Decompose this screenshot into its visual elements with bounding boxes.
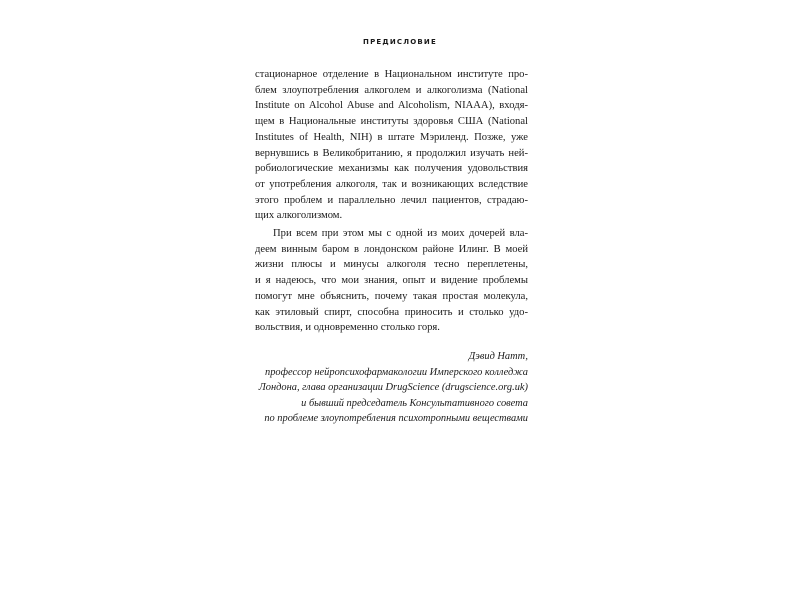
paragraph-2 xyxy=(255,226,528,336)
author-signature xyxy=(255,349,528,427)
text-line: этого проблем и параллельно лечил пациентов, страдаю- xyxy=(255,194,528,206)
author-title-line: профессор нейропсихофармакологии Имперского колледжа xyxy=(265,366,528,378)
text-line: вернувшись в Великобританию, я продолжил изучать ней- xyxy=(255,147,528,159)
text-line: вольствия, и одновременно столько горя. xyxy=(255,322,440,334)
text-line: и я надеюсь, что мои знания, опыт и видение проблемы xyxy=(255,275,528,287)
text-line: деем винным баром в лондонском районе Илинг. В моей xyxy=(255,243,528,255)
paragraph-1 xyxy=(255,67,528,224)
text-line: При всем при этом мы с одной из моих дочерей вла- xyxy=(273,228,528,240)
author-title-line: по проблеме злоупотребления психотропными веществами xyxy=(264,413,528,425)
text-line: Institute on Alcohol Abuse and Alcoholism, NIAAA), входя- xyxy=(255,100,528,112)
text-line: Institutes of Health, NIH) в штате Мэриленд. Позже, уже xyxy=(255,131,528,143)
text-line: жизни плюсы и минусы алкоголя тесно переплетены, xyxy=(255,259,528,271)
text-line: стационарное отделение в Национальном институте про- xyxy=(255,69,528,80)
body-text xyxy=(255,67,528,427)
text-line: щих алкоголизмом. xyxy=(255,210,343,222)
text-line: помогут мне объяснить, почему такая простая молекула, xyxy=(255,290,528,302)
running-head: ПРЕДИСЛОВИЕ xyxy=(363,38,437,46)
author-title-line: Лондона, глава организации DrugScience (drugscience.org.uk) xyxy=(258,382,528,394)
text-line: как этиловый спирт, способна приносить и столько удо- xyxy=(255,306,528,318)
text-line: блем злоупотребления алкоголем и алкоголизма (National xyxy=(255,84,528,96)
text-line: щем в Национальные институты здоровья США (National xyxy=(255,116,528,128)
text-line: робиологические механизмы как получения удовольствия xyxy=(255,163,528,175)
text-line: от употребления алкоголя, так и возникающих вследствие xyxy=(255,178,528,190)
author-title-line: и бывший председатель Консультативного совета xyxy=(301,397,528,409)
author-name: Дэвид Натт, xyxy=(468,350,528,362)
